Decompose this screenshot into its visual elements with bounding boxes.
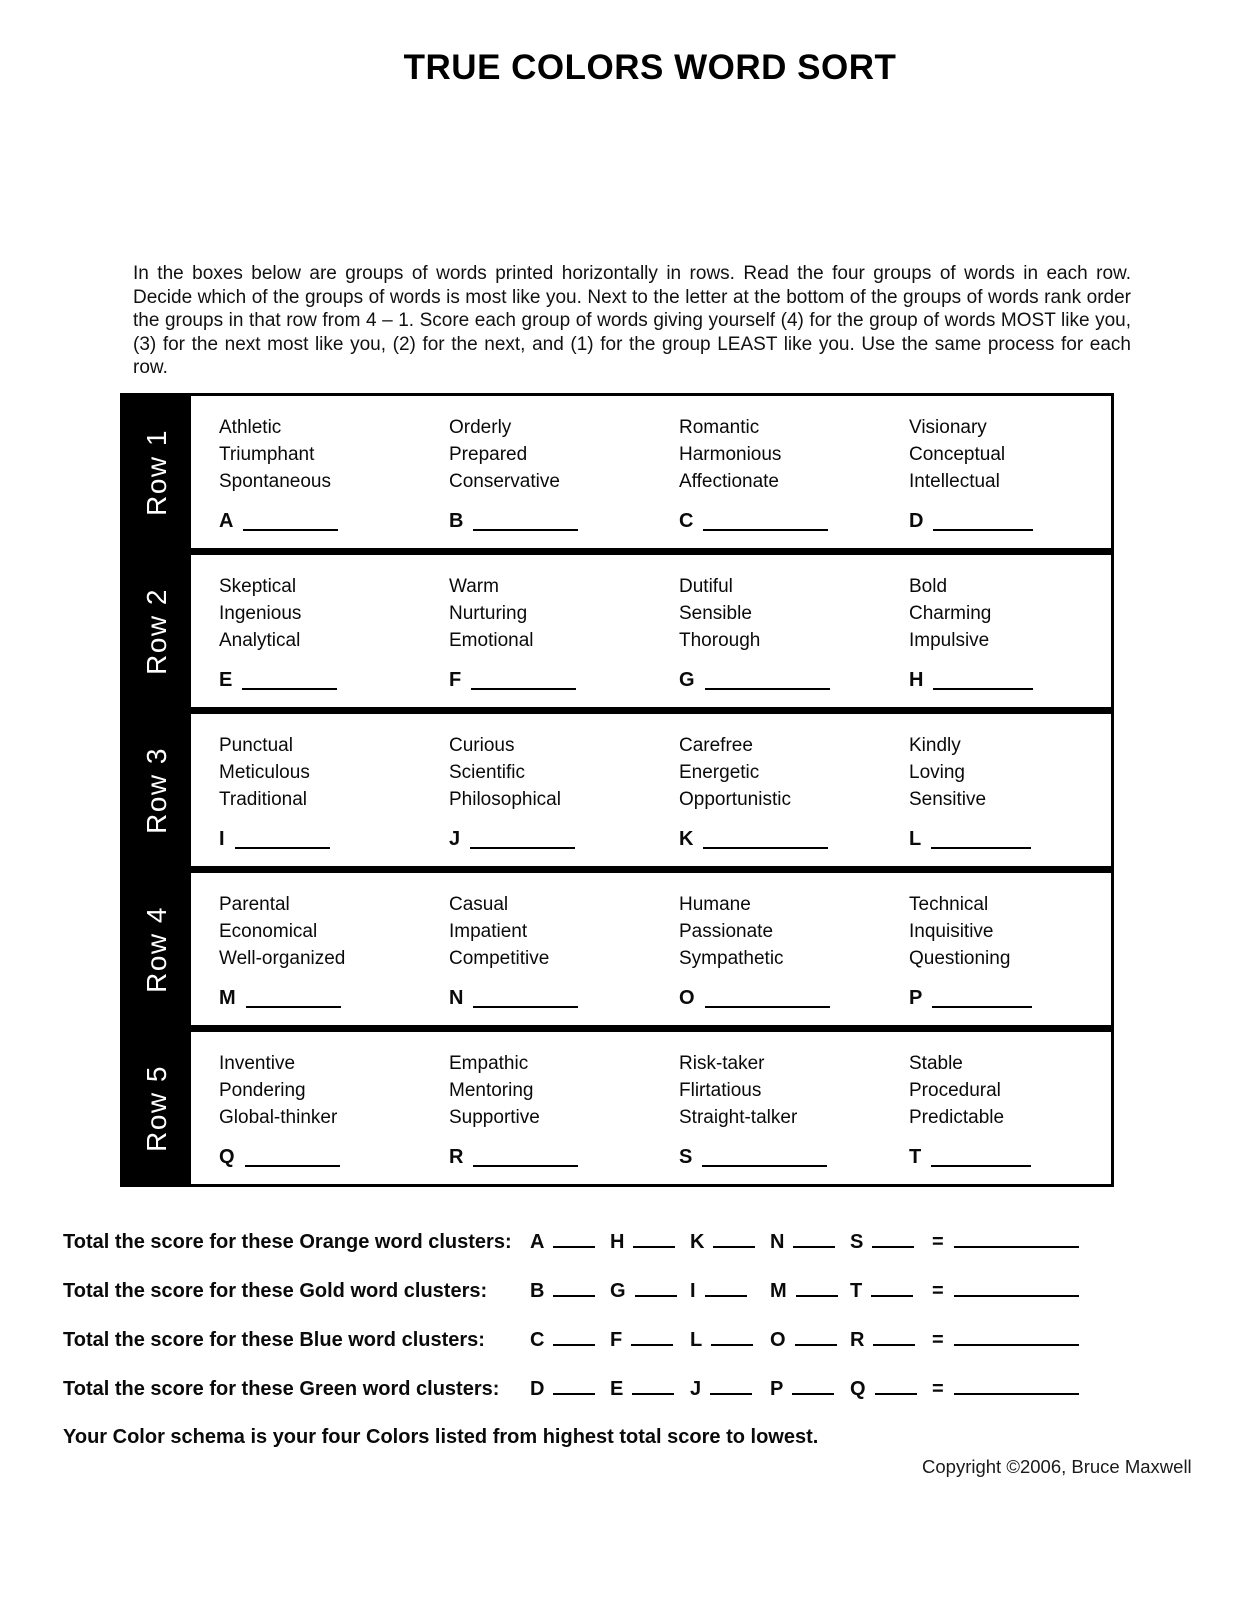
score-total-line xyxy=(63,1231,1143,1254)
group-letter-line xyxy=(449,1146,651,1169)
word-text: Bold xyxy=(909,576,948,597)
word-text: Skeptical xyxy=(219,576,297,597)
score-blank xyxy=(795,1344,837,1347)
group-letter: Q xyxy=(219,1146,235,1168)
score-blank xyxy=(933,529,1033,532)
score-letter-group xyxy=(610,1329,690,1352)
score-blank xyxy=(473,1006,578,1009)
word-group-cell xyxy=(421,1032,651,1184)
score-blank xyxy=(933,688,1033,691)
score-blank xyxy=(796,1295,838,1298)
word-group-cell xyxy=(191,396,421,548)
row-label xyxy=(123,555,191,707)
row-label-text: Row 1 xyxy=(141,428,172,516)
score-total-label: Total the score for these Gold word clusters: xyxy=(63,1280,488,1302)
word-group-cell xyxy=(191,873,421,1025)
score-total-line xyxy=(63,1329,1143,1352)
score-letter: M xyxy=(770,1280,787,1302)
score-letter: G xyxy=(610,1280,626,1302)
group-letter-line xyxy=(449,510,651,533)
score-letter-group xyxy=(610,1280,690,1303)
word-text: Sympathetic xyxy=(679,948,784,969)
score-blank xyxy=(793,1246,835,1249)
word-text: Passionate xyxy=(679,921,774,942)
score-letter: A xyxy=(530,1231,545,1253)
row-label-text: Row 3 xyxy=(141,746,172,834)
group-letter-line xyxy=(219,828,421,851)
group-letter-line xyxy=(449,987,651,1010)
score-blank xyxy=(931,1165,1031,1168)
score-total-line xyxy=(63,1378,1143,1401)
score-letter: P xyxy=(770,1378,784,1400)
row-divider xyxy=(123,866,1111,873)
word-text: Ingenious xyxy=(219,603,302,624)
score-letter-group xyxy=(690,1280,770,1303)
score-letter: S xyxy=(850,1231,864,1253)
score-letter-group xyxy=(850,1280,930,1303)
score-letter: O xyxy=(770,1329,786,1351)
word-sort-table xyxy=(120,393,1114,1187)
table-row xyxy=(123,396,1111,548)
copyright-notice: Copyright ©2006, Bruce Maxwell xyxy=(922,1456,1192,1477)
score-letter: E xyxy=(610,1378,624,1400)
word-text: Emotional xyxy=(449,630,534,651)
word-text: Visionary xyxy=(909,417,987,438)
group-letter: G xyxy=(679,669,695,691)
word-group-cell xyxy=(881,1032,1111,1184)
total-blank xyxy=(954,1246,1079,1249)
row-label-text: Row 5 xyxy=(141,1064,172,1152)
score-letter: H xyxy=(610,1231,625,1253)
table-row xyxy=(123,873,1111,1025)
word-text: Curious xyxy=(449,735,515,756)
word-text: Sensitive xyxy=(909,789,987,810)
word-group-cell xyxy=(881,714,1111,866)
word-text: Inventive xyxy=(219,1053,296,1074)
score-letter: L xyxy=(690,1329,703,1351)
group-letter: T xyxy=(909,1146,922,1168)
table-row xyxy=(123,555,1111,707)
score-blank xyxy=(872,1246,914,1249)
score-letter-group xyxy=(850,1329,930,1352)
word-text: Impatient xyxy=(449,921,528,942)
score-letter: J xyxy=(690,1378,702,1400)
word-group-cell xyxy=(191,714,421,866)
score-blank xyxy=(246,1006,341,1009)
score-blank xyxy=(631,1344,673,1347)
word-text: Risk-taker xyxy=(679,1053,765,1074)
total-blank xyxy=(954,1295,1079,1298)
score-blank xyxy=(703,847,828,850)
score-blank xyxy=(243,529,338,532)
word-text: Warm xyxy=(449,576,499,597)
word-group-cell xyxy=(881,873,1111,1025)
group-letter-line xyxy=(909,987,1111,1010)
word-text: Philosophical xyxy=(449,789,561,810)
word-text: Flirtatious xyxy=(679,1080,762,1101)
score-letter-group xyxy=(770,1329,850,1352)
word-text: Sensible xyxy=(679,603,752,624)
word-text: Dutiful xyxy=(679,576,733,597)
row-label xyxy=(123,873,191,1025)
equals-sign: = xyxy=(932,1378,944,1400)
word-text: Parental xyxy=(219,894,290,915)
score-letter: K xyxy=(690,1231,705,1253)
group-letter: P xyxy=(909,987,923,1009)
group-letter: D xyxy=(909,510,924,532)
word-text: Analytical xyxy=(219,630,301,651)
group-letter-line xyxy=(679,669,881,692)
word-group-cell xyxy=(881,396,1111,548)
instructions-text: In the boxes below are groups of words printed horizontally in rows. Read the four groups of words in each row. Decide which of the groups of words is most like you. Next to the letter at the bottom of the groups of words rank order the groups in that row from 4 – 1. Score each group of words giving yourself (4) for the group of words MOST like you, (3) for the next most like you, (2) for the next, and (1) for the group LEAST like you. Use the same process for each row. xyxy=(133,263,1131,378)
word-text: Loving xyxy=(909,762,965,783)
word-text: Humane xyxy=(679,894,751,915)
row-label-text: Row 4 xyxy=(141,905,172,993)
score-letter: F xyxy=(610,1329,623,1351)
group-letter-line xyxy=(679,987,881,1010)
row-label-text: Row 2 xyxy=(141,587,172,675)
score-blank xyxy=(633,1246,675,1249)
score-blank xyxy=(235,847,330,850)
score-letter: N xyxy=(770,1231,785,1253)
word-group-cell xyxy=(421,555,651,707)
score-blank xyxy=(473,1165,578,1168)
group-letter: E xyxy=(219,669,233,691)
group-letter-line xyxy=(219,510,421,533)
group-letter: F xyxy=(449,669,462,691)
table-row xyxy=(123,714,1111,866)
group-letter-line xyxy=(679,1146,881,1169)
word-text: Procedural xyxy=(909,1080,1001,1101)
word-group-cell xyxy=(651,1032,881,1184)
score-blank xyxy=(245,1165,340,1168)
score-letter-group xyxy=(690,1231,770,1254)
score-letter: D xyxy=(530,1378,545,1400)
word-text: Punctual xyxy=(219,735,293,756)
group-letter: M xyxy=(219,987,236,1009)
score-blank xyxy=(713,1246,755,1249)
score-blank xyxy=(873,1344,915,1347)
page-title: TRUE COLORS WORD SORT xyxy=(403,48,897,87)
score-blank xyxy=(242,688,337,691)
word-text: Charming xyxy=(909,603,992,624)
word-text: Competitive xyxy=(449,948,550,969)
word-group-cell xyxy=(881,555,1111,707)
score-letter-group xyxy=(690,1378,770,1401)
row-label xyxy=(123,714,191,866)
score-blank xyxy=(705,1006,830,1009)
group-letter-line xyxy=(679,510,881,533)
group-letter: N xyxy=(449,987,464,1009)
word-text: Intellectual xyxy=(909,471,1000,492)
group-letter: O xyxy=(679,987,695,1009)
score-blank xyxy=(711,1344,753,1347)
word-group-cell xyxy=(421,396,651,548)
score-blank xyxy=(473,529,578,532)
word-group-cell xyxy=(651,396,881,548)
score-total-label: Total the score for these Blue word clusters: xyxy=(63,1329,485,1351)
row-divider xyxy=(123,707,1111,714)
score-letter: I xyxy=(690,1280,696,1302)
equals-sign: = xyxy=(932,1231,944,1253)
score-letter-group xyxy=(850,1231,930,1254)
score-blank xyxy=(871,1295,913,1298)
group-letter-line xyxy=(219,987,421,1010)
score-letter-group xyxy=(530,1231,610,1254)
score-letter-group xyxy=(770,1378,850,1401)
score-blank xyxy=(553,1246,595,1249)
word-text: Economical xyxy=(219,921,318,942)
word-group-cell xyxy=(651,714,881,866)
score-letter-group xyxy=(770,1231,850,1254)
total-blank xyxy=(954,1393,1079,1396)
group-letter: K xyxy=(679,828,694,850)
group-letter-line xyxy=(909,828,1111,851)
score-total-label: Total the score for these Orange word clusters: xyxy=(63,1231,512,1253)
word-text: Conceptual xyxy=(909,444,1006,465)
schema-note: Your Color schema is your four Colors listed from highest total score to lowest. xyxy=(63,1426,819,1448)
group-letter-line xyxy=(219,1146,421,1169)
word-text: Scientific xyxy=(449,762,526,783)
word-text: Meticulous xyxy=(219,762,310,783)
score-total-label: Total the score for these Green word clusters: xyxy=(63,1378,500,1400)
group-letter: H xyxy=(909,669,924,691)
word-text: Energetic xyxy=(679,762,760,783)
score-blank xyxy=(705,1295,747,1298)
equals-sign: = xyxy=(932,1280,944,1302)
group-letter: I xyxy=(219,828,225,850)
word-text: Spontaneous xyxy=(219,471,331,492)
row-label xyxy=(123,1032,191,1184)
score-blank xyxy=(553,1295,595,1298)
word-text: Technical xyxy=(909,894,989,915)
word-text: Questioning xyxy=(909,948,1011,969)
word-text: Casual xyxy=(449,894,509,915)
score-blank xyxy=(635,1295,677,1298)
score-blank xyxy=(471,688,576,691)
word-text: Global-thinker xyxy=(219,1107,338,1128)
word-text: Straight-talker xyxy=(679,1107,798,1128)
score-letter-group xyxy=(530,1378,610,1401)
score-letter-group xyxy=(530,1280,610,1303)
score-letter-group xyxy=(610,1378,690,1401)
score-blank xyxy=(470,847,575,850)
equals-sign: = xyxy=(932,1329,944,1351)
score-letter-group xyxy=(530,1329,610,1352)
score-blank xyxy=(705,688,830,691)
word-group-cell xyxy=(651,555,881,707)
word-text: Triumphant xyxy=(219,444,315,465)
group-letter-line xyxy=(679,828,881,851)
word-text: Predictable xyxy=(909,1107,1005,1128)
score-blank xyxy=(632,1393,674,1396)
word-text: Kindly xyxy=(909,735,961,756)
group-letter-line xyxy=(219,669,421,692)
group-letter-line xyxy=(449,828,651,851)
group-letter: A xyxy=(219,510,234,532)
score-blank xyxy=(792,1393,834,1396)
group-letter: R xyxy=(449,1146,464,1168)
word-group-cell xyxy=(191,1032,421,1184)
score-letter: T xyxy=(850,1280,863,1302)
score-blank xyxy=(703,529,828,532)
score-blank xyxy=(932,1006,1032,1009)
group-letter-line xyxy=(909,1146,1111,1169)
word-text: Opportunistic xyxy=(679,789,791,810)
table-row xyxy=(123,1032,1111,1184)
word-text: Mentoring xyxy=(449,1080,534,1101)
group-letter-line xyxy=(449,669,651,692)
word-text: Empathic xyxy=(449,1053,529,1074)
score-blank xyxy=(553,1344,595,1347)
group-letter: C xyxy=(679,510,694,532)
word-text: Pondering xyxy=(219,1080,306,1101)
word-text: Carefree xyxy=(679,735,753,756)
word-text: Conservative xyxy=(449,471,560,492)
score-blank xyxy=(875,1393,917,1396)
row-label xyxy=(123,396,191,548)
word-text: Inquisitive xyxy=(909,921,994,942)
word-text: Orderly xyxy=(449,417,512,438)
score-letter-group xyxy=(610,1231,690,1254)
score-letter: C xyxy=(530,1329,545,1351)
word-text: Prepared xyxy=(449,444,528,465)
score-blank xyxy=(553,1393,595,1396)
score-letter-group xyxy=(770,1280,850,1303)
word-text: Nurturing xyxy=(449,603,528,624)
row-divider xyxy=(123,548,1111,555)
word-text: Traditional xyxy=(219,789,308,810)
word-group-cell xyxy=(421,714,651,866)
score-blank xyxy=(931,847,1031,850)
word-text: Harmonious xyxy=(679,444,782,465)
word-text: Stable xyxy=(909,1053,963,1074)
word-text: Romantic xyxy=(679,417,760,438)
word-group-cell xyxy=(191,555,421,707)
score-letter-group xyxy=(690,1329,770,1352)
word-group-cell xyxy=(421,873,651,1025)
word-text: Well-organized xyxy=(219,948,346,969)
score-letter-group xyxy=(850,1378,930,1401)
group-letter-line xyxy=(909,669,1111,692)
word-text: Supportive xyxy=(449,1107,540,1128)
group-letter: S xyxy=(679,1146,693,1168)
word-text: Impulsive xyxy=(909,630,990,651)
word-group-cell xyxy=(651,873,881,1025)
group-letter: J xyxy=(449,828,461,850)
group-letter: L xyxy=(909,828,922,850)
word-text: Athletic xyxy=(219,417,282,438)
score-blank xyxy=(702,1165,827,1168)
word-text: Affectionate xyxy=(679,471,780,492)
score-letter: R xyxy=(850,1329,865,1351)
total-blank xyxy=(954,1344,1079,1347)
score-letter: B xyxy=(530,1280,545,1302)
group-letter-line xyxy=(909,510,1111,533)
word-text: Thorough xyxy=(679,630,761,651)
score-total-line xyxy=(63,1280,1143,1303)
row-divider xyxy=(123,1025,1111,1032)
score-letter: Q xyxy=(850,1378,866,1400)
group-letter: B xyxy=(449,510,464,532)
score-blank xyxy=(710,1393,752,1396)
